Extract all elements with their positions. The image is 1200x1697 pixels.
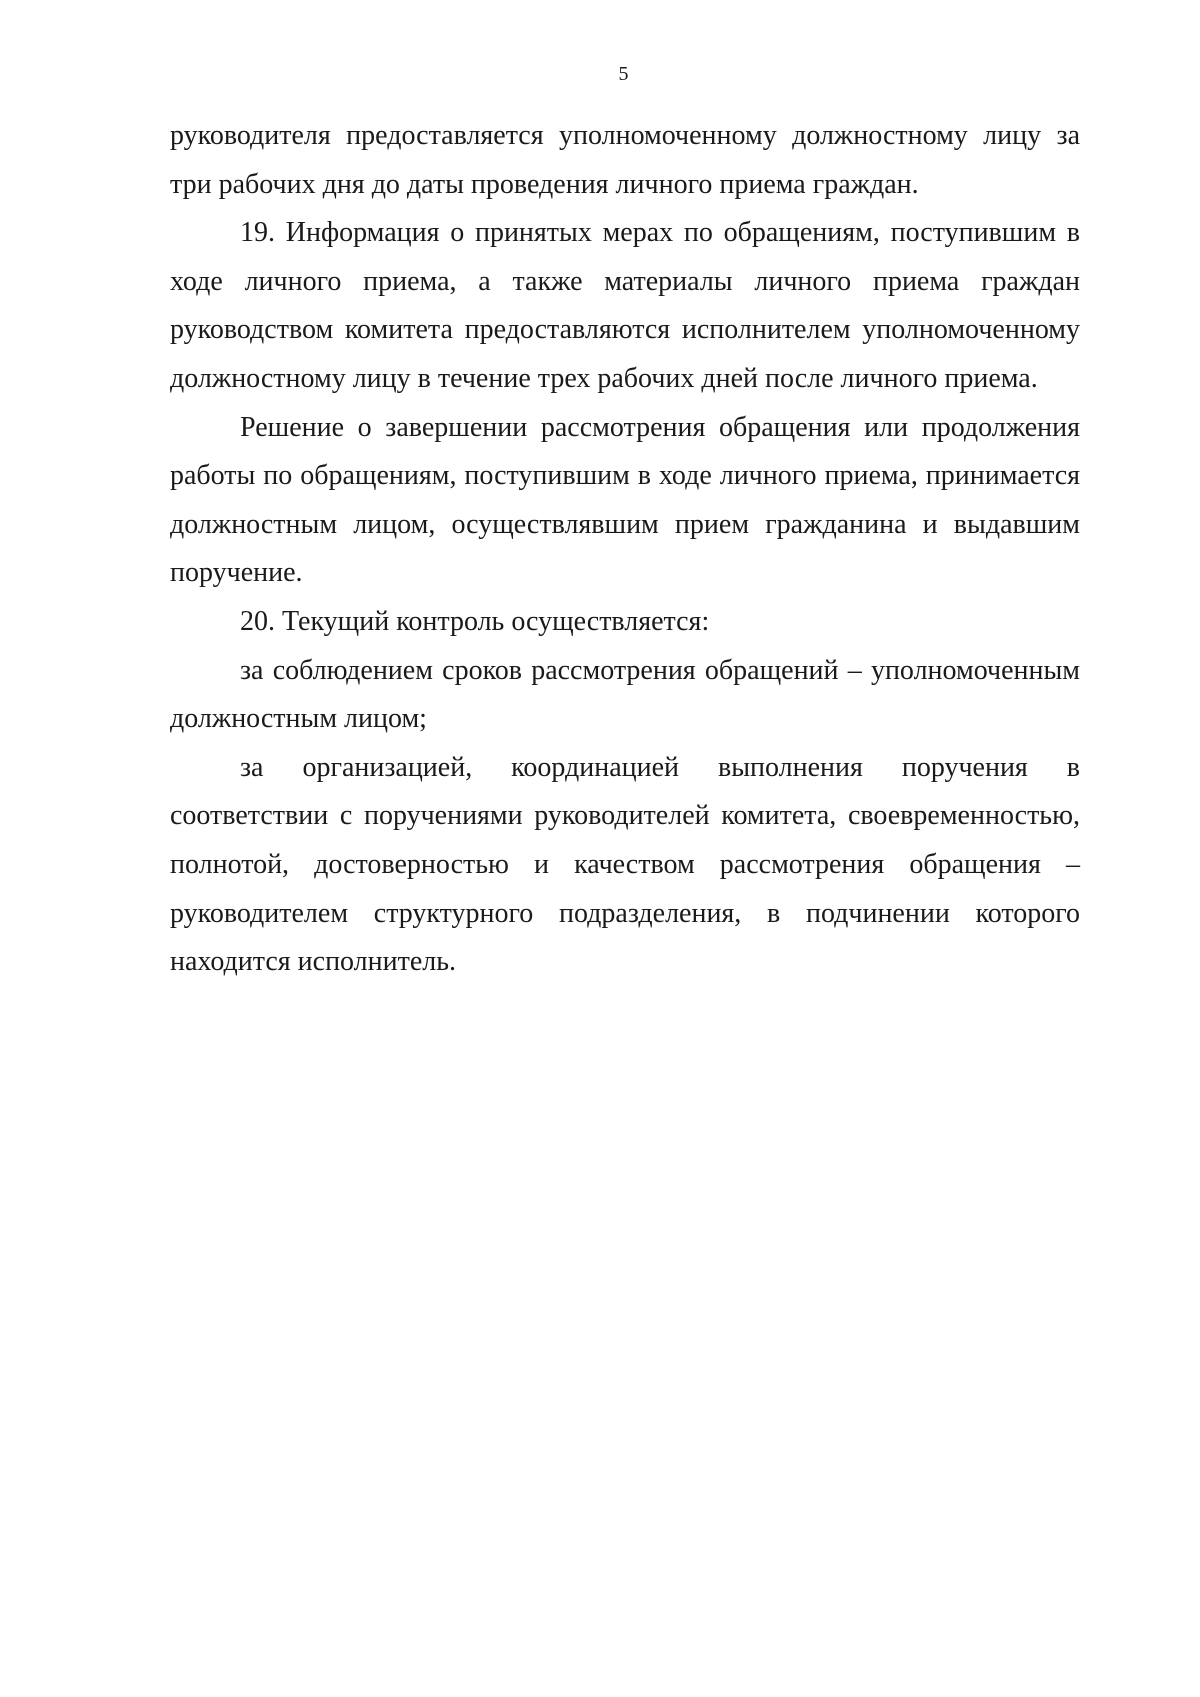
paragraph-continuation: руководителя предоставляется уполномоченному должностному лицу за три рабочих дня до даты проведения личного приема граждан.: [170, 120, 1080, 200]
paragraph-control-deadlines: за соблюдением сроков рассмотрения обращений – уполномоченным должностным лицом;: [170, 654, 1080, 735]
paragraph-item-19: 19. Информация о принятых мерах по обращениям, поступившим в ходе личного приема, а также материалы личного приема граждан руководством комитета предоставляются исполнителем уполномоченному должностному лицу в течение трех рабочих дней после личного приема.: [170, 217, 1080, 394]
paragraph-item-20: 20. Текущий контроль осуществляется:: [240, 605, 710, 637]
page-number: 5: [618, 63, 629, 85]
paragraph-control-organization: за организацией, координацией выполнения поручения в соответствии с поручениями руководителей комитета, своевременностью, полнотой, достоверностью и качеством рассмотрения обращения – руководителем структурного подразделения, в подчинении которого находится исполнитель.: [170, 751, 1080, 978]
document-body: [170, 112, 1080, 987]
paragraph-decision: Решение о завершении рассмотрения обращения или продолжения работы по обращениям, поступившим в ходе личного приема, принимается должностным лицом, осуществлявшим прием гражданина и выдавшим поручение.: [170, 411, 1080, 589]
